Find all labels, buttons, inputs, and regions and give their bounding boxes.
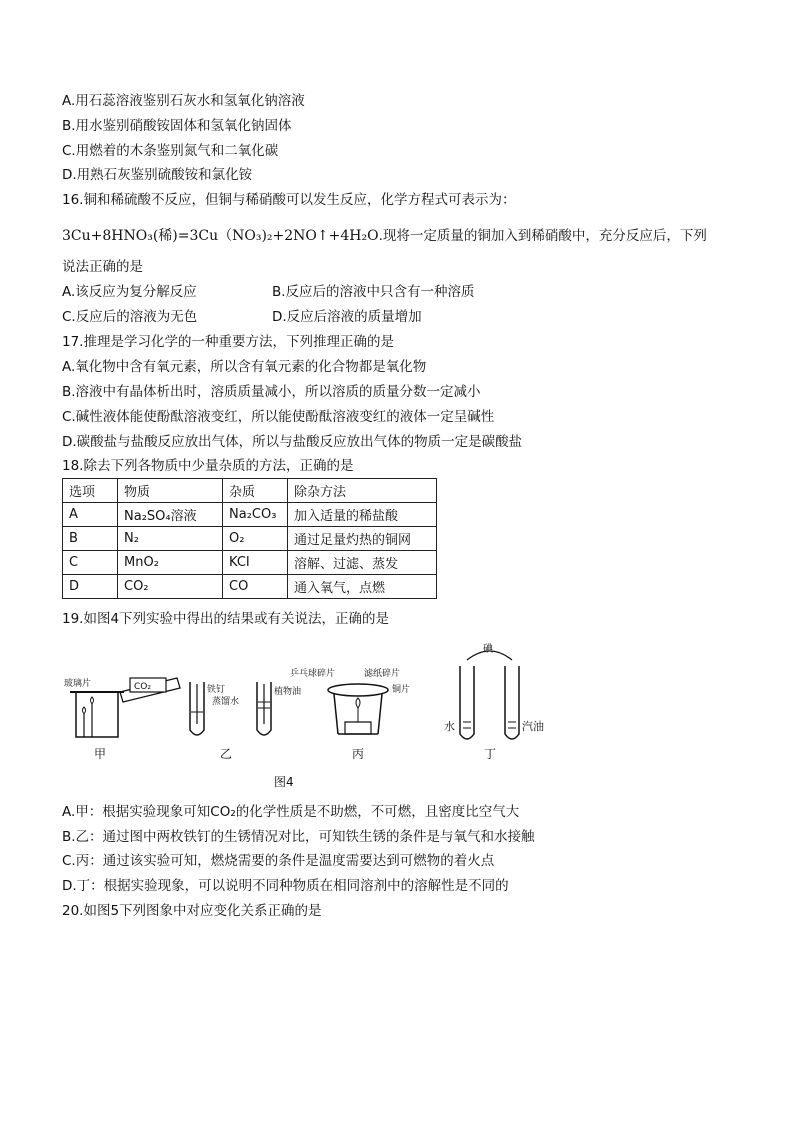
q19-option-a: A.甲：根据实验现象可知CO₂的化学性质是不助燃，不可燃，且密度比空气大: [62, 804, 520, 820]
jia-label: 甲: [94, 747, 107, 761]
table-cell: A: [63, 503, 118, 527]
q17-option-d: D.碳酸盐与盐酸反应放出气体，所以与盐酸反应放出气体的物质一定是碳酸盐: [62, 434, 523, 450]
q19-option-b: B.乙：通过图中两枚铁钉的生锈情况对比，可知铁生锈的条件是与氧气和水接触: [62, 829, 535, 845]
experiment-jia: [64, 677, 180, 761]
q17-stem: 17.推理是学习化学的一种重要方法，下列推理正确的是: [62, 334, 394, 350]
table-header-cell: 选项: [63, 479, 118, 503]
q16-stem: 16.铜和稀硫酸不反应，但铜与稀硝酸可以发生反应，化学方程式可表示为：: [62, 192, 516, 208]
table-cell: C: [63, 551, 118, 575]
glass-label: 玻璃片: [64, 679, 92, 689]
table-row: [63, 527, 437, 551]
q15-option-a: A.用石蕊溶液鉴别石灰水和氢氧化钠溶液: [62, 93, 305, 109]
q17-option-a: A.氧化物中含有氧元素，所以含有氧元素的化合物都是氧化物: [62, 359, 427, 375]
iodine-label: 碘: [483, 644, 493, 655]
q16-equation-tail: .现将一定质量的铜加入到稀硝酸中，充分反应后，下列: [378, 228, 707, 244]
oil-label: 植物油: [274, 687, 302, 697]
table-row: [63, 551, 437, 575]
experiment-yi: [190, 682, 301, 761]
experiment-ding: [444, 642, 544, 761]
table-header-row: [63, 479, 437, 503]
table-cell: N₂: [118, 527, 223, 551]
table-cell: B: [63, 527, 118, 551]
water-label: 水: [444, 720, 455, 733]
q16-equation: 3Cu+8HNO₃(稀)=3Cu（NO₃)₂+2NO↑+4H₂O: [62, 228, 379, 244]
q16-option-a: A.该反应为复分解反应: [62, 284, 197, 300]
co2-label: CO₂: [134, 682, 151, 692]
bing-label: 丙: [352, 747, 365, 761]
q16-option-c: C.反应后的溶液为无色: [62, 309, 198, 325]
table-cell: CO: [223, 575, 288, 599]
table-cell: MnO₂: [118, 551, 223, 575]
table-cell: D: [63, 575, 118, 599]
q15-option-d: D.用熟石灰鉴别硫酸铵和氯化铵: [62, 167, 253, 183]
nail-label: 铁钉: [207, 685, 226, 695]
figure-4: [62, 642, 562, 792]
q18-table: [62, 478, 437, 599]
table-cell: Na₂CO₃: [223, 503, 288, 527]
q20-stem: 20.如图5下列图象中对应变化关系正确的是: [62, 903, 322, 919]
q16-equation-line: [62, 224, 707, 245]
q18-stem: 18.除去下列各物质中少量杂质的方法，正确的是: [62, 458, 354, 474]
q19-option-c: C.丙：通过该实验可知，燃烧需要的条件是温度需要达到可燃物的着火点: [62, 853, 495, 869]
q16-stem-cont: 说法正确的是: [62, 259, 143, 275]
experiment-bing: [290, 667, 410, 761]
q16-option-b: B.反应后的溶液中只含有一种溶质: [272, 284, 475, 300]
table-row: [63, 575, 437, 599]
table-cell: 通入氧气，点燃: [288, 575, 437, 599]
table-cell: O₂: [223, 527, 288, 551]
ding-label: 丁: [484, 747, 497, 761]
q19-stem: 19.如图4下列实验中得出的结果或有关说法，正确的是: [62, 611, 390, 627]
figure-caption: 图4: [274, 775, 294, 789]
table-header-cell: 杂质: [223, 479, 288, 503]
pingpong-label: 乒乓球碎片: [290, 669, 336, 679]
q19-option-d: D.丁：根据实验现象，可以说明不同种物质在相同溶剂中的溶解性是不同的: [62, 878, 509, 894]
table-cell: 溶解、过滤、蒸发: [288, 551, 437, 575]
table-header-cell: 物质: [118, 479, 223, 503]
table-cell: Na₂SO₄溶液: [118, 503, 223, 527]
table-header-cell: 除杂方法: [288, 479, 437, 503]
table-cell: CO₂: [118, 575, 223, 599]
q15-option-b: B.用水鉴别硝酸铵固体和氢氧化钠固体: [62, 118, 292, 134]
copper-label: 铜片: [392, 685, 411, 695]
table-cell: 加入适量的稀盐酸: [288, 503, 437, 527]
table-cell: KCI: [223, 551, 288, 575]
yi-label: 乙: [220, 747, 233, 761]
q17-option-b: B.溶液中有晶体析出时，溶质质量减小，所以溶质的质量分数一定减小: [62, 384, 481, 400]
table-cell: 通过足量灼热的铜网: [288, 527, 437, 551]
q17-option-c: C.碱性液体能使酚酞溶液变红，所以能使酚酞溶液变红的液体一定呈碱性: [62, 409, 495, 425]
q16-option-d: D.反应后溶液的质量增加: [272, 309, 422, 325]
table-row: [63, 503, 437, 527]
gasoline-label: 汽油: [522, 720, 544, 733]
filter-label: 滤纸碎片: [364, 669, 401, 679]
q15-option-c: C.用燃着的木条鉴别氮气和二氧化碳: [62, 143, 279, 159]
water-steam-label: 蒸馏水: [212, 697, 240, 707]
